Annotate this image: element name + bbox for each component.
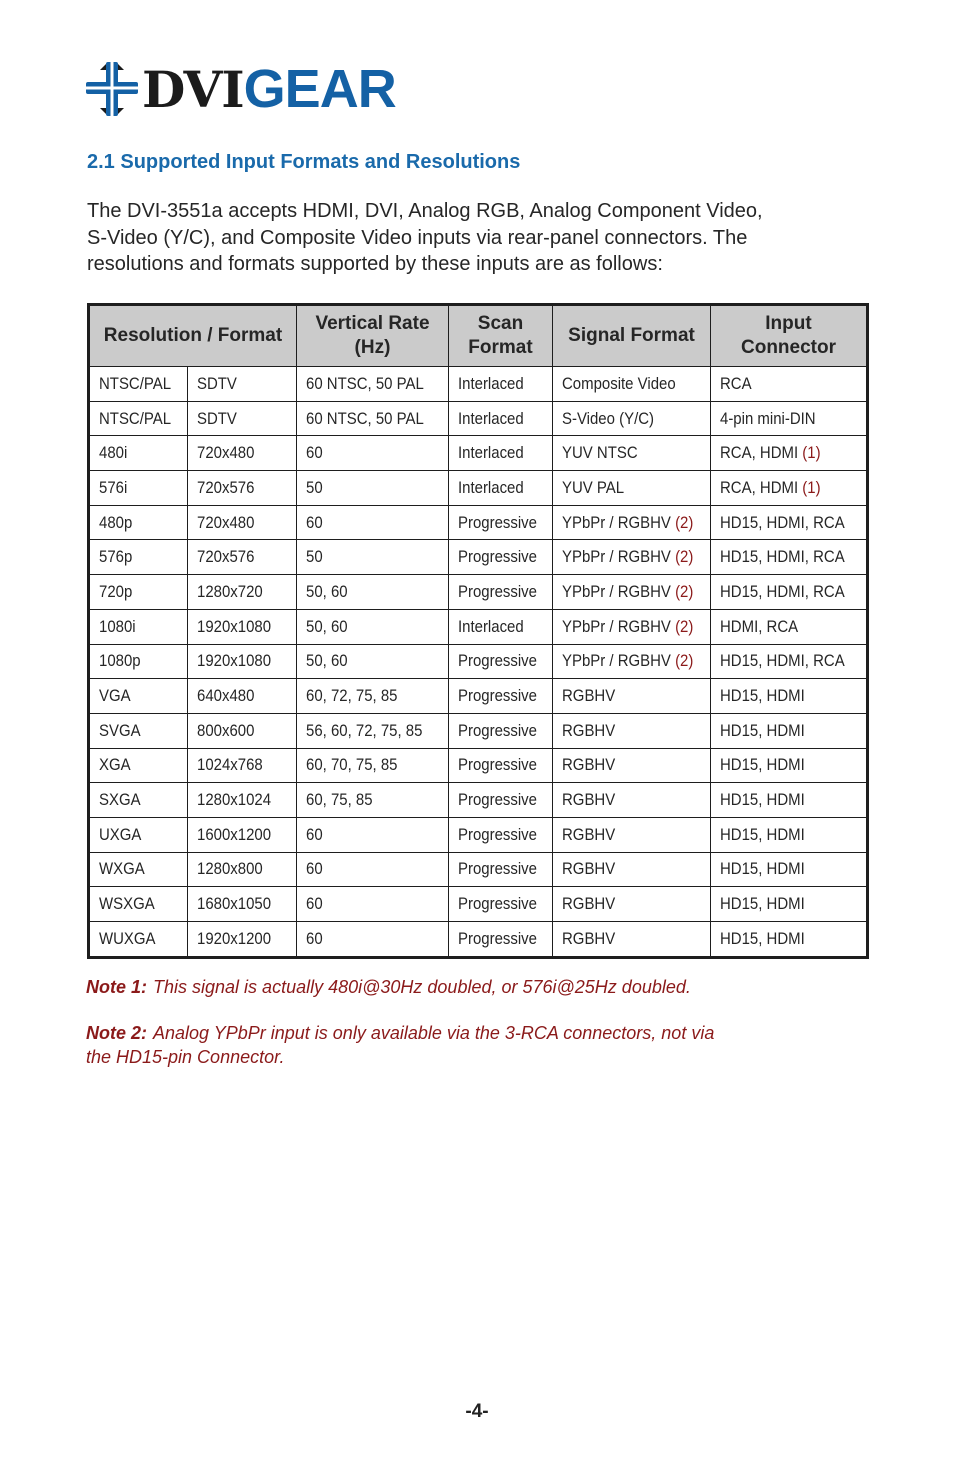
cell-vertical-rate: 60, 72, 75, 85 [297,679,449,714]
logo-cross-icon [86,62,138,116]
cell-vertical-rate: 60 [297,922,449,958]
header-vertical-rate: Vertical Rate (Hz) [297,305,449,367]
cell-resolution: SXGA [89,783,188,818]
cell-signal-format: RGBHV [553,922,711,958]
table-row [89,852,868,887]
dvigear-logo [86,60,396,118]
cell-vertical-rate: 60 [297,436,449,471]
table-row [89,575,868,610]
intro-line: resolutions and formats supported by these inputs are as follows: [87,253,663,275]
header-signal-format: Signal Format [553,305,711,367]
footnote-ref: (2) [675,651,694,671]
table-row [89,367,868,402]
table-row [89,609,868,644]
cell-vertical-rate: 60, 70, 75, 85 [297,748,449,783]
cell-resolution: 480p [89,505,188,540]
cell-resolution: NTSC/PAL [89,367,188,402]
cell-scan-format: Progressive [449,679,553,714]
cell-format: 1280x720 [188,575,297,610]
table-row [89,540,868,575]
table-row [89,887,868,922]
cell-resolution: 1080i [89,609,188,644]
cell-vertical-rate: 50, 60 [297,609,449,644]
cell-resolution: 576i [89,471,188,506]
cell-scan-format: Progressive [449,575,553,610]
table-row [89,679,868,714]
cell-signal-format: S-Video (Y/C) [553,401,711,436]
cell-vertical-rate: 56, 60, 72, 75, 85 [297,713,449,748]
cell-resolution: WUXGA [89,922,188,958]
cell-input-connector: HDMI, RCA [711,609,868,644]
intro-paragraph [87,198,847,278]
cell-signal-format: RGBHV [553,783,711,818]
cell-input-connector: HD15, HDMI [711,748,868,783]
table-row [89,922,868,958]
cell-resolution: WXGA [89,852,188,887]
footnote-ref: (1) [802,477,821,497]
cell-input-connector: RCA, HDMI (1) [711,436,868,471]
table-row [89,471,868,506]
cell-format: 1600x1200 [188,817,297,852]
cell-resolution: 720p [89,575,188,610]
cell-scan-format: Progressive [449,783,553,818]
cell-scan-format: Progressive [449,505,553,540]
cell-scan-format: Progressive [449,852,553,887]
cell-input-connector: HD15, HDMI [711,679,868,714]
cell-input-connector: HD15, HDMI [711,887,868,922]
cell-scan-format: Progressive [449,922,553,958]
cell-resolution: WSXGA [89,887,188,922]
note-2-label: Note 2: [86,1023,148,1043]
cell-scan-format: Progressive [449,540,553,575]
header-resolution-format: Resolution / Format [89,305,297,367]
cell-signal-format: RGBHV [553,679,711,714]
intro-line: The DVI-3551a accepts HDMI, DVI, Analog RGB, Analog Component Video, [87,200,763,222]
cell-scan-format: Progressive [449,817,553,852]
cell-vertical-rate: 50, 60 [297,575,449,610]
cell-scan-format: Interlaced [449,609,553,644]
table-header-row [89,305,868,367]
cell-scan-format: Interlaced [449,436,553,471]
cell-format: SDTV [188,367,297,402]
note-1-text: This signal is actually 480i@30Hz doubled, or 576i@25Hz doubled. [153,977,691,997]
cell-signal-format: Composite Video [553,367,711,402]
cell-vertical-rate: 60 NTSC, 50 PAL [297,401,449,436]
note-2 [86,1021,806,1069]
note-2-text-cont: the HD15-pin Connector. [86,1047,285,1067]
cell-signal-format: YUV PAL [553,471,711,506]
table-row [89,505,868,540]
table-row [89,713,868,748]
footnote-ref: (2) [675,547,694,567]
cell-format: 1920x1080 [188,609,297,644]
cell-signal-format: YUV NTSC [553,436,711,471]
cell-format: 640x480 [188,679,297,714]
cell-format: 1024x768 [188,748,297,783]
cell-resolution: VGA [89,679,188,714]
header-input-connector: Input Connector [711,305,868,367]
cell-scan-format: Progressive [449,713,553,748]
cell-vertical-rate: 50, 60 [297,644,449,679]
cell-vertical-rate: 60 NTSC, 50 PAL [297,367,449,402]
note-2-text: Analog YPbPr input is only available via the 3-RCA connectors, not via [153,1023,715,1043]
intro-line: S-Video (Y/C), and Composite Video inputs via rear-panel connectors. The [87,226,748,249]
cell-format: 1280x800 [188,852,297,887]
cell-vertical-rate: 50 [297,471,449,506]
cell-signal-format: RGBHV [553,817,711,852]
cell-resolution: SVGA [89,713,188,748]
cell-format: 1680x1050 [188,887,297,922]
table-row [89,783,868,818]
cell-format: 1920x1200 [188,922,297,958]
cell-signal-format: YPbPr / RGBHV (2) [553,540,711,575]
cell-resolution: UXGA [89,817,188,852]
footnote-ref: (2) [675,512,694,532]
cell-format: 1920x1080 [188,644,297,679]
cell-input-connector: HD15, HDMI [711,922,868,958]
cell-input-connector: HD15, HDMI [711,713,868,748]
cell-input-connector: HD15, HDMI [711,852,868,887]
cell-resolution: 576p [89,540,188,575]
cell-resolution: 1080p [89,644,188,679]
cell-scan-format: Progressive [449,644,553,679]
footnote-ref: (1) [802,443,821,463]
logo-gear: GEAR [243,58,396,119]
note-1 [86,975,806,999]
cell-scan-format: Interlaced [449,367,553,402]
cell-input-connector: HD15, HDMI [711,817,868,852]
cell-format: 720x480 [188,505,297,540]
cell-resolution: 480i [89,436,188,471]
cell-input-connector: HD15, HDMI, RCA [711,505,868,540]
cell-signal-format: RGBHV [553,713,711,748]
cell-vertical-rate: 50 [297,540,449,575]
cell-resolution: XGA [89,748,188,783]
cell-format: 1280x1024 [188,783,297,818]
logo-dvi: DVI [142,59,244,119]
cell-signal-format: YPbPr / RGBHV (2) [553,609,711,644]
table-row [89,436,868,471]
cell-signal-format: YPbPr / RGBHV (2) [553,575,711,610]
table-row [89,817,868,852]
table-row [89,748,868,783]
cell-input-connector: HD15, HDMI, RCA [711,540,868,575]
cell-input-connector: HD15, HDMI, RCA [711,644,868,679]
cell-input-connector: HD15, HDMI, RCA [711,575,868,610]
cell-input-connector: 4-pin mini-DIN [711,401,868,436]
cell-vertical-rate: 60 [297,852,449,887]
cell-input-connector: RCA [711,367,868,402]
footnote-ref: (2) [675,616,694,636]
logo-wordmark [142,60,396,119]
cell-signal-format: RGBHV [553,887,711,922]
cell-resolution: NTSC/PAL [89,401,188,436]
table-row [89,401,868,436]
cell-format: 800x600 [188,713,297,748]
cell-format: SDTV [188,401,297,436]
cell-scan-format: Progressive [449,887,553,922]
cell-signal-format: RGBHV [553,852,711,887]
header-scan-format: Scan Format [449,305,553,367]
cell-scan-format: Progressive [449,748,553,783]
cell-vertical-rate: 60, 75, 85 [297,783,449,818]
table-row [89,644,868,679]
cell-vertical-rate: 60 [297,505,449,540]
cell-vertical-rate: 60 [297,817,449,852]
note-1-label: Note 1: [86,977,148,997]
cell-format: 720x576 [188,540,297,575]
cell-format: 720x480 [188,436,297,471]
cell-input-connector: RCA, HDMI (1) [711,471,868,506]
cell-input-connector: HD15, HDMI [711,783,868,818]
footnote-ref: (2) [675,581,694,601]
formats-table [87,303,869,959]
cell-signal-format: YPbPr / RGBHV (2) [553,505,711,540]
cell-scan-format: Interlaced [449,401,553,436]
section-title: 2.1 Supported Input Formats and Resolutions [87,151,521,173]
page-number: -4- [465,1401,489,1422]
cell-signal-format: YPbPr / RGBHV (2) [553,644,711,679]
cell-format: 720x576 [188,471,297,506]
cell-signal-format: RGBHV [553,748,711,783]
cell-scan-format: Interlaced [449,471,553,506]
cell-vertical-rate: 60 [297,887,449,922]
